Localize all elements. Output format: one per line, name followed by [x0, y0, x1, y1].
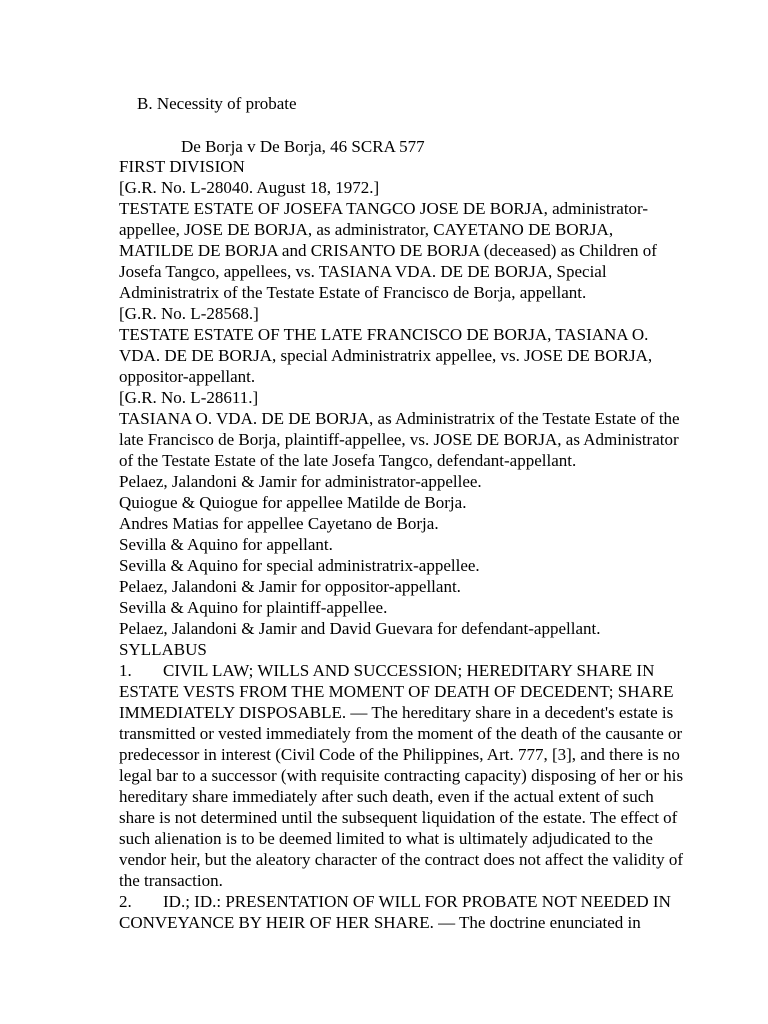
text-line: Sevilla & Aquino for appellant.	[119, 535, 333, 554]
text-line: the transaction.	[119, 871, 223, 890]
item-number: 2.	[119, 892, 132, 911]
text-line: IMMEDIATELY DISPOSABLE. — The hereditary share in a decedent's estate is	[119, 703, 674, 722]
text-line: TESTATE ESTATE OF THE LATE FRANCISCO DE BORJA, TASIANA O.	[119, 325, 649, 344]
text-line: late Francisco de Borja, plaintiff-appellee, vs. JOSE DE BORJA, as Administrator	[119, 430, 679, 449]
item-text: CIVIL LAW; WILLS AND SUCCESSION; HEREDITARY SHARE IN	[163, 661, 655, 680]
text-line: VDA. DE DE BORJA, special Administratrix appellee, vs. JOSE DE BORJA,	[119, 346, 653, 365]
text-line: Josefa Tangco, appellees, vs. TASIANA VDA. DE DE BORJA, Special	[119, 262, 607, 281]
text-line: appellee, JOSE DE BORJA, as administrator, CAYETANO DE BORJA,	[119, 220, 614, 239]
text-line: Pelaez, Jalandoni & Jamir for administrator-appellee.	[119, 472, 482, 491]
item-text: ID.; ID.: PRESENTATION OF WILL FOR PROBATE NOT NEEDED IN	[163, 892, 671, 911]
text-line: share is not determined until the subsequent liquidation of the estate. The effect of	[119, 808, 678, 827]
text-line: MATILDE DE BORJA and CRISANTO DE BORJA (deceased) as Children of	[119, 241, 657, 260]
text-line: of the Testate Estate of the late Josefa Tangco, defendant-appellant.	[119, 451, 577, 470]
text-line: [G.R. No. L-28568.]	[119, 304, 259, 323]
syllabus-item-2-heading	[119, 891, 671, 912]
text-line: transmitted or vested immediately from the moment of the death of the causante or	[119, 724, 683, 743]
division-heading: FIRST DIVISION	[119, 157, 245, 176]
syllabus-item-1-heading	[119, 660, 654, 681]
text-line: Quiogue & Quiogue for appellee Matilde de Borja.	[119, 493, 467, 512]
text-line: Sevilla & Aquino for special administratrix-appellee.	[119, 556, 480, 575]
case-citation: De Borja v De Borja, 46 SCRA 577	[181, 137, 425, 156]
text-line: TESTATE ESTATE OF JOSEFA TANGCO JOSE DE BORJA, administrator-	[119, 199, 649, 218]
text-line: such alienation is to be deemed limited to what is ultimately adjudicated to the	[119, 829, 653, 848]
text-line: vendor heir, but the aleatory character of the contract does not affect the validity of	[119, 850, 684, 869]
syllabus-heading: SYLLABUS	[119, 640, 207, 659]
text-line: legal bar to a successor (with requisite contracting capacity) disposing of her or his	[119, 766, 684, 785]
text-line: [G.R. No. L-28040. August 18, 1972.]	[119, 178, 380, 197]
text-line: hereditary share immediately after such death, even if the actual extent of such	[119, 787, 654, 806]
text-line: Administratrix of the Testate Estate of Francisco de Borja, appellant.	[119, 283, 587, 302]
text-line: [G.R. No. L-28611.]	[119, 388, 259, 407]
text-line: CONVEYANCE BY HEIR OF HER SHARE. — The doctrine enunciated in	[119, 913, 641, 932]
text-line: Sevilla & Aquino for plaintiff-appellee.	[119, 598, 388, 617]
text-line: ESTATE VESTS FROM THE MOMENT OF DEATH OF DECEDENT; SHARE	[119, 682, 674, 701]
text-line: oppositor-appellant.	[119, 367, 256, 386]
section-heading: B. Necessity of probate	[137, 94, 297, 113]
text-line: Pelaez, Jalandoni & Jamir for oppositor-appellant.	[119, 577, 461, 596]
text-line: TASIANA O. VDA. DE DE BORJA, as Administratrix of the Testate Estate of the	[119, 409, 680, 428]
text-line: Pelaez, Jalandoni & Jamir and David Guevara for defendant-appellant.	[119, 619, 601, 638]
text-line: predecessor in interest (Civil Code of the Philippines, Art. 777, [3], and there is no	[119, 745, 680, 764]
text-line: Andres Matias for appellee Cayetano de Borja.	[119, 514, 439, 533]
item-number: 1.	[119, 661, 132, 680]
